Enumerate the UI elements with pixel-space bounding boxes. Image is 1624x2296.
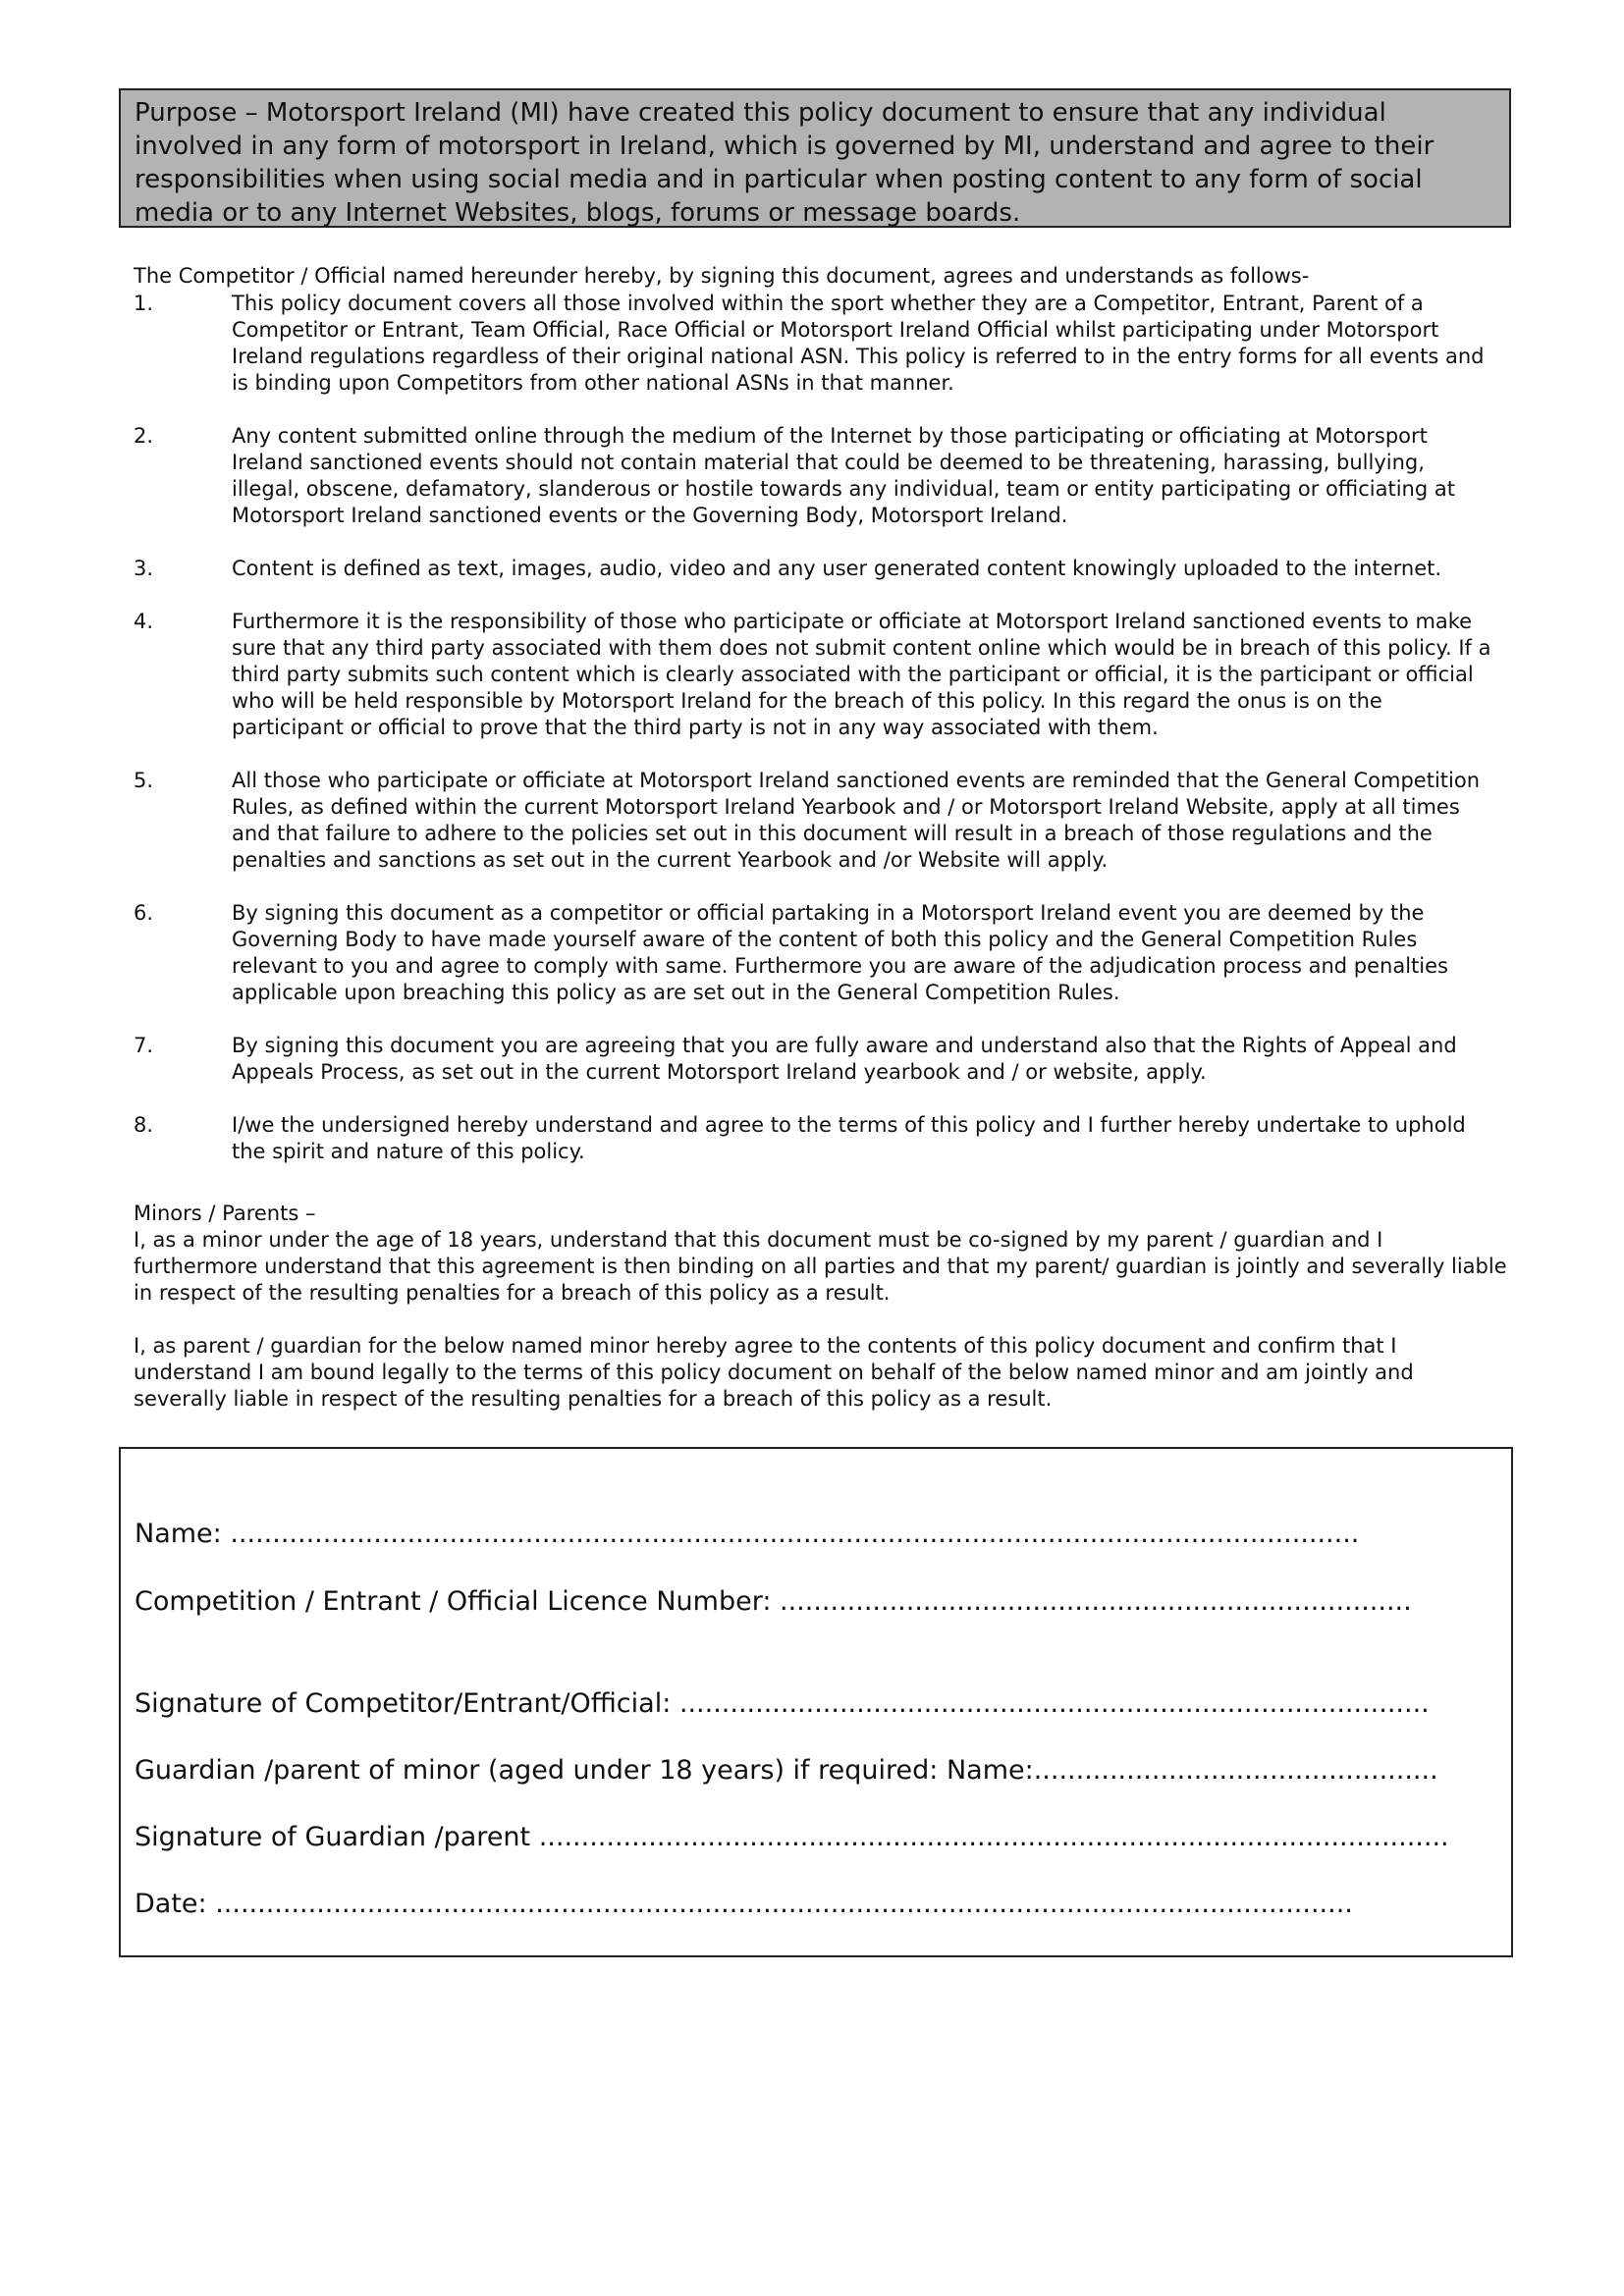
clause-4: [134, 609, 1508, 741]
clause-number: 1.: [134, 292, 154, 315]
clause-5: [134, 768, 1508, 874]
clause-number: 5.: [134, 769, 154, 792]
guardian-name-field[interactable]: Guardian /parent of minor (aged under 18 years) if required: Name:................................................: [135, 1755, 1438, 1786]
clause-8: [134, 1112, 1508, 1165]
clause-list: [134, 291, 1508, 1192]
intro-text: The Competitor / Official named hereunder hereby, by signing this document, agrees and understands as follows-: [134, 264, 1310, 288]
clause-text: By signing this document as a competitor or official partaking in a Motorsport Ireland event you are deemed by the Governing Body to have made yourself aware of the content of both this policy and the General Competition Rules relevant to you and agree to comply with same. Furthermore you are aware of the adjudication process and penalties applicable upon breaching this policy as are set out in the General Competition Rules.: [232, 901, 1448, 1004]
clause-number: 4.: [134, 610, 154, 633]
clause-text: Any content submitted online through the medium of the Internet by those participating or officiating at Motorsport Ireland sanctioned events should not contain material that could be deemed to be threatening, harassing, bullying, illegal, obscene, defamatory, slanderous or hostile towards any individual, team or entity participating or officiating at Motorsport Ireland sanctioned events or the Governing Body, Motorsport Ireland.: [232, 424, 1455, 527]
clause-text: All those who participate or officiate at Motorsport Ireland sanctioned events are reminded that the General Competition Rules, as defined within the current Motorsport Ireland Yearbook and / or Motorsport Ireland Website, apply at all times and that failure to adhere to the policies set out in this document will result in a breach of those regulations and the penalties and sanctions as set out in the current Yearbook and /or Website will apply.: [232, 769, 1481, 872]
clause-number: 7.: [134, 1034, 154, 1057]
minors-section: [134, 1201, 1508, 1413]
clause-1: [134, 291, 1508, 397]
clause-number: 2.: [134, 424, 154, 448]
clause-3: [134, 556, 1508, 582]
clause-text: I/we the undersigned hereby understand and agree to the terms of this policy and I further hereby undertake to uphold the spirit and nature of this policy.: [232, 1113, 1466, 1163]
clause-number: 8.: [134, 1113, 154, 1137]
competitor-signature-field[interactable]: Signature of Competitor/Entrant/Official: .........................................................................................: [135, 1688, 1430, 1719]
guardian-signature-field[interactable]: Signature of Guardian /parent ............................................................................................................: [135, 1822, 1449, 1852]
signature-form: [119, 1447, 1513, 1957]
clause-text: By signing this document you are agreeing that you are fully aware and understand also that the Rights of Appeal and Appeals Process, as set out in the current Motorsport Ireland yearbook and / or website, apply.: [232, 1034, 1457, 1084]
minors-paragraph: I, as a minor under the age of 18 years, understand that this document must be co-signed by my parent / guardian and I furthermore understand that this agreement is then binding on all parties and that my parent/ guardian is jointly and severally liable in respect of the resulting penalties for a breach of this policy as a result.: [134, 1228, 1507, 1305]
purpose-text: Purpose – Motorsport Ireland (MI) have created this policy document to ensure that any individual involved in any form of motorsport in Ireland, which is governed by MI, understand and agree to their responsibilities when using social media and in particular when posting content to any form of social media or to any Internet Websites, blogs, forums or message boards.: [135, 98, 1435, 228]
clause-number: 3.: [134, 557, 154, 580]
paragraph-gap: [134, 1307, 1508, 1333]
clause-6: [134, 900, 1508, 1006]
clause-number: 6.: [134, 901, 154, 925]
clause-text: This policy document covers all those involved within the sport whether they are a Competitor, Entrant, Parent of a Competitor or Entrant, Team Official, Race Official or Motorsport Ireland Official whilst participating under Motorsport Ireland regulations regardless of their original national ASN. This policy is referred to in the entry forms for all events and is binding upon Competitors from other national ASNs in that manner.: [232, 292, 1485, 395]
minors-heading: Minors / Parents –: [134, 1201, 316, 1225]
clause-2: [134, 423, 1508, 529]
date-field[interactable]: Date: .......................................................................................................................................: [135, 1889, 1353, 1919]
guardian-paragraph: I, as parent / guardian for the below named minor hereby agree to the contents of this policy document and confirm that I understand I am bound legally to the terms of this policy document on behalf of the below named minor and am jointly and severally liable in respect of the resulting penalties for a breach of this policy as a result.: [134, 1334, 1414, 1411]
clause-7: [134, 1033, 1508, 1086]
clause-text: Furthermore it is the responsibility of those who participate or officiate at Motorsport Ireland sanctioned events to make sure that any third party associated with them does not submit content online which would be in breach of this policy. If a third party submits such content which is clearly associated with the participant or official, it is the participant or official who will be held responsible by Motorsport Ireland for the breach of this policy. In this regard the onus is on the participant or official to prove that the third party is not in any way associated with them.: [232, 610, 1491, 739]
licence-number-field[interactable]: Competition / Entrant / Official Licence Number: ...........................................................................: [135, 1586, 1412, 1617]
purpose-box: [119, 88, 1511, 228]
name-field[interactable]: Name: ......................................................................................................................................: [135, 1519, 1360, 1549]
clause-text: Content is defined as text, images, audio, video and any user generated content knowingly uploaded to the internet.: [232, 557, 1442, 580]
